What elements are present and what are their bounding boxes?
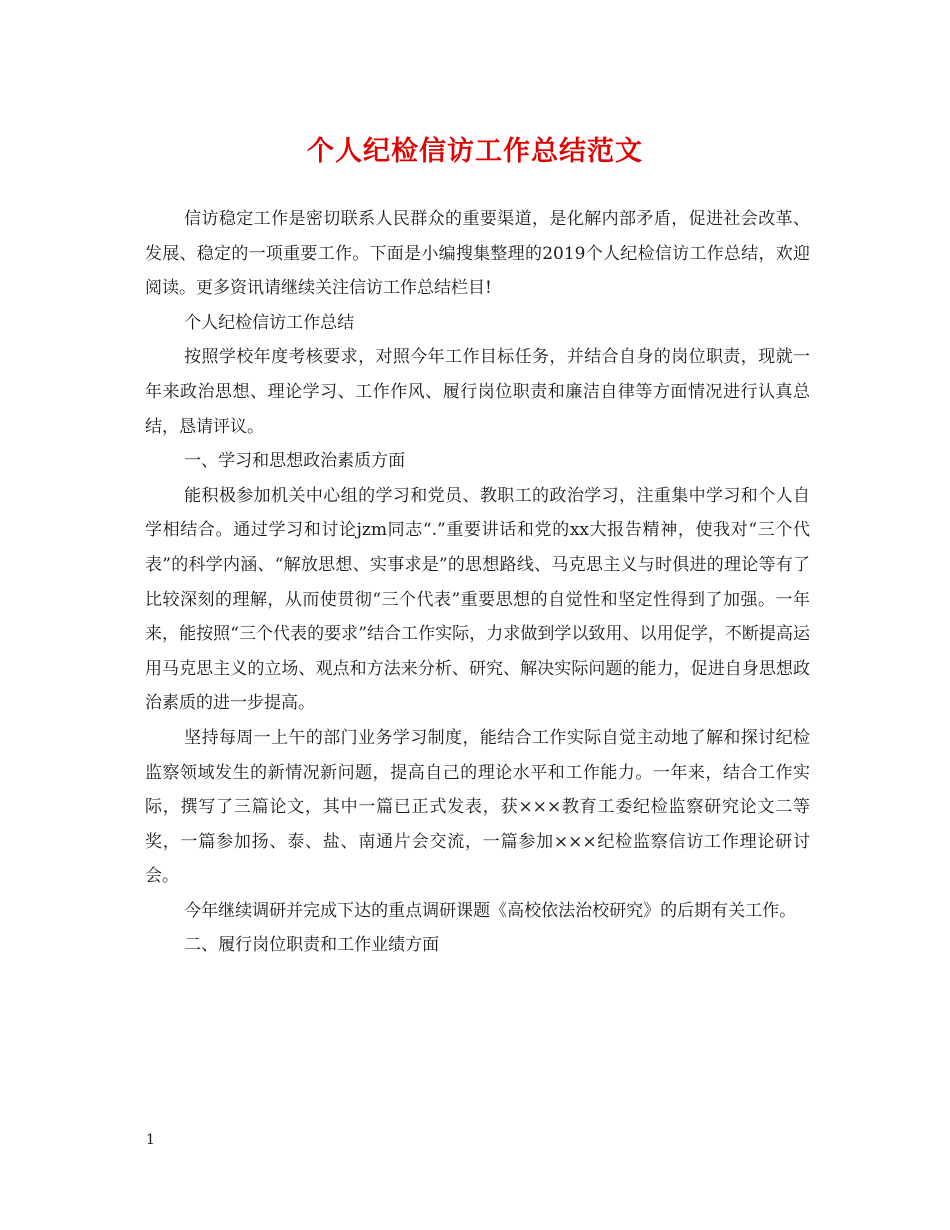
page-number: 1: [146, 1132, 155, 1148]
section-heading-1: 一、学习和思想政治素质方面: [184, 451, 406, 472]
paragraph-research: 今年继续调研并完成下达的重点调研课题《高校依法治校研究》的后期有关工作。: [184, 900, 797, 921]
paragraph-intro: 信访稳定工作是密切联系人民群众的重要渠道，是化解内部矛盾，促进社会改革、发展、稳定的一项重要工作。下面是小编搜集整理的2019个人纪检信访工作总结，欢迎阅读。更多资讯请继续关注信访工作总结栏目!: [145, 209, 810, 299]
paragraph-preface: 按照学校年度考核要求，对照今年工作目标任务，并结合自身的岗位职责，现就一年来政治思想、理论学习、工作作风、履行岗位职责和廉洁自律等方面情况进行认真总结，恳请评议。: [145, 347, 810, 437]
paragraph-weekly-study: 坚持每周一上午的部门业务学习制度，能结合工作实际自觉主动地了解和探讨纪检监察领域发生的新情况新问题，提高自己的理论水平和工作能力。一年来，结合工作实际，撰写了三篇论文，其中一篇已正式发表，获×××教育工委纪检监察研究论文二等奖，一篇参加扬、泰、盐、南通片会交流，一篇参加×××纪检监察信访工作理论研讨会。: [145, 727, 810, 887]
document-title: 个人纪检信访工作总结范文: [307, 136, 643, 167]
section-heading-2: 二、履行岗位职责和工作业绩方面: [184, 935, 440, 956]
paragraph-study: 能积极参加机关中心组的学习和党员、教职工的政治学习，注重集中学习和个人自学相结合。通过学习和讨论jzm同志“.”重要讲话和党的xx大报告精神，使我对“三个代表”的科学内涵、“解放思想、实事求是”的思想路线、马克思主义与时俱进的理论等有了比较深刻的理解，从而使贯彻“三个代表”重要思想的自觉性和坚定性得到了加强。一年来，能按照“三个代表的要求”结合工作实际，力求做到学以致用、以用促学，不断提高运用马克思主义的立场、观点和方法来分析、研究、解决实际问题的能力，促进自身思想政治素质的进一步提高。: [145, 485, 810, 714]
paragraph-subtitle: 个人纪检信访工作总结: [184, 312, 355, 333]
document-body: [145, 202, 810, 963]
